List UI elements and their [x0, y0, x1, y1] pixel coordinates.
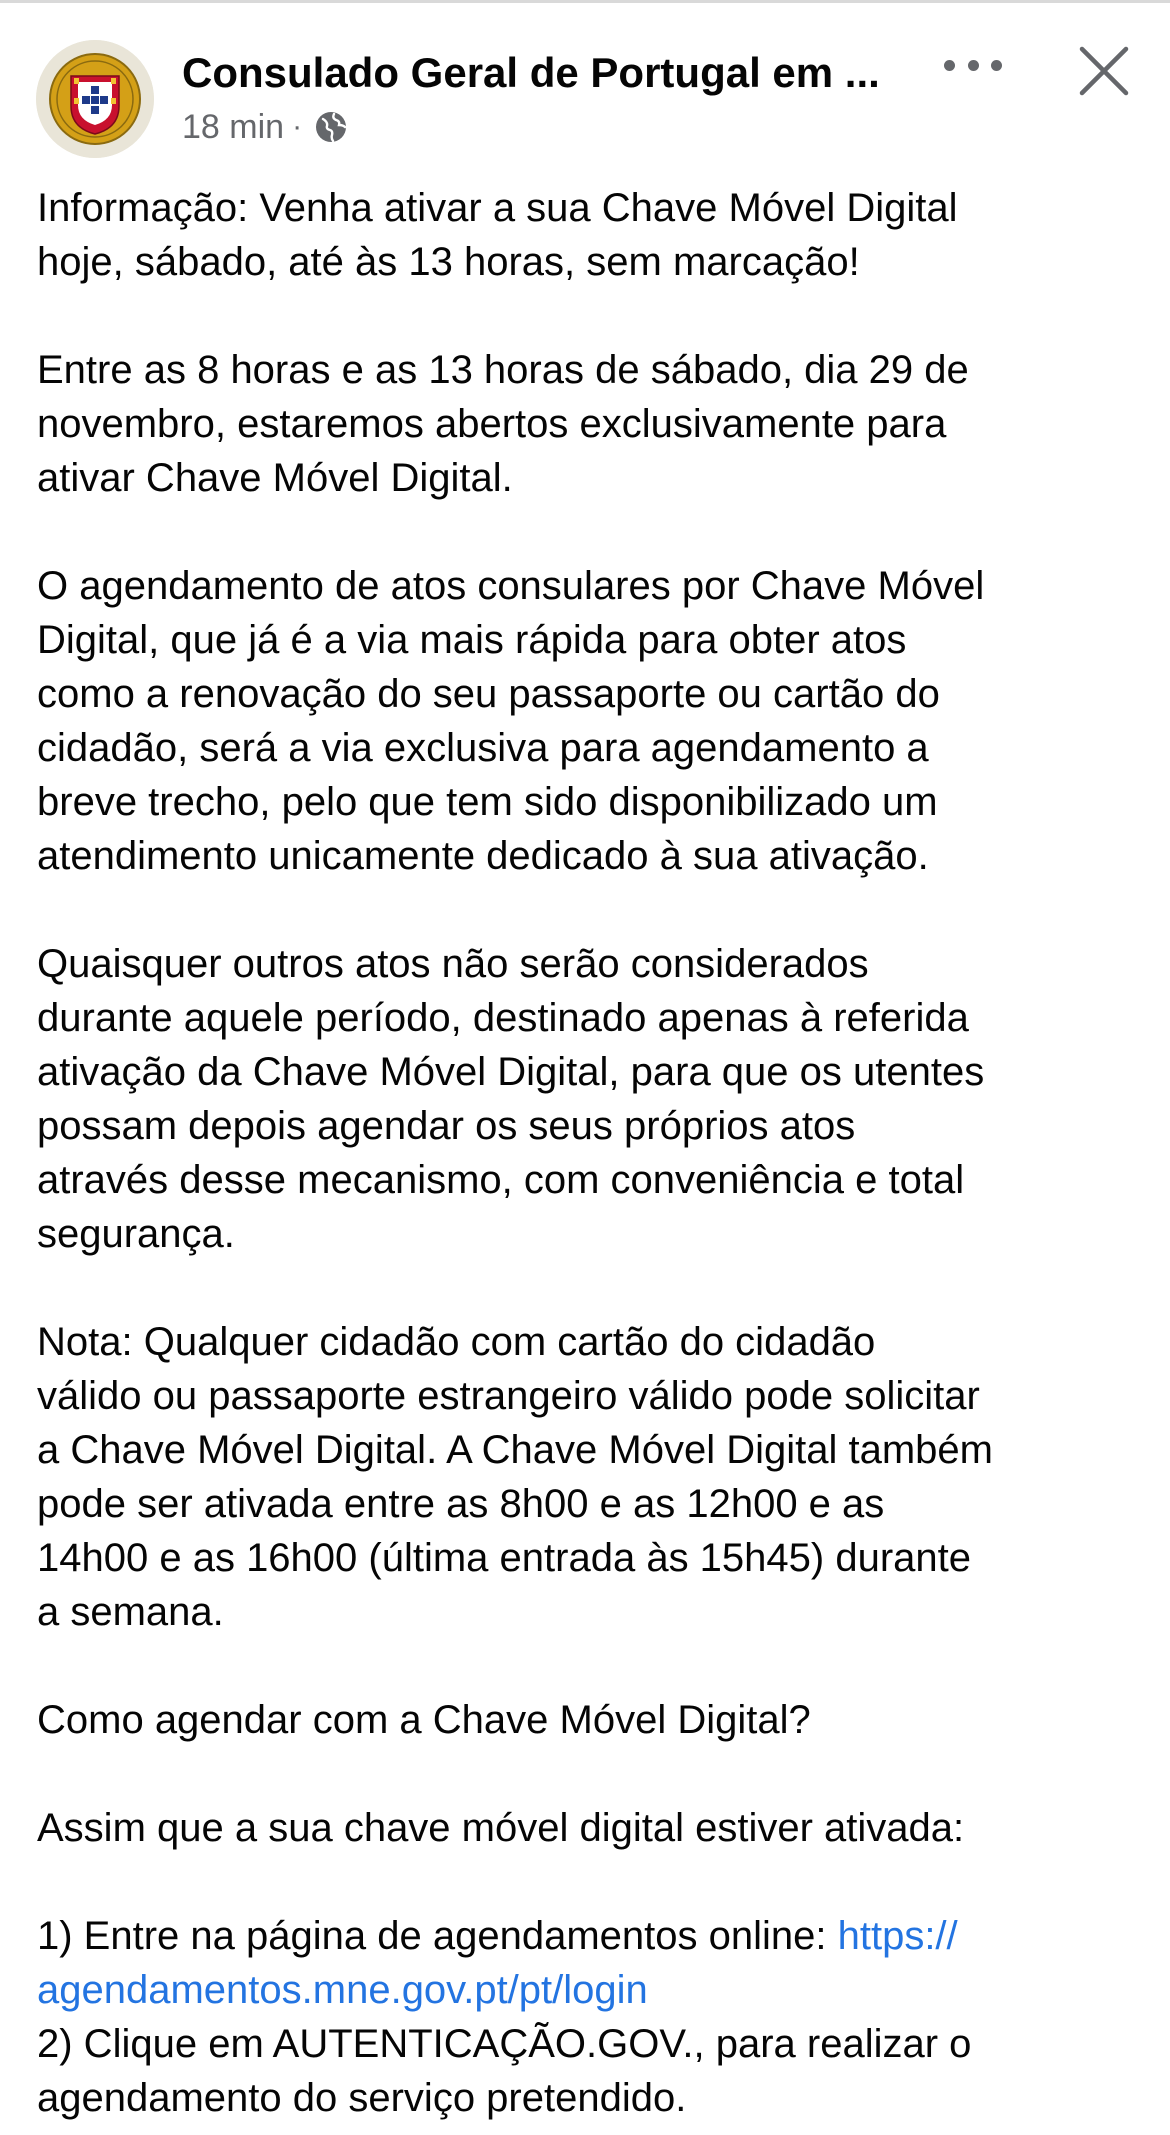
paragraph-other-acts: Quaisquer outros atos não serão considerados durante aquele período, destinado apenas à referida ativação da Chave Móvel Digital, para que os utentes possam depois agendar os seus próprios atos através desse mecanismo, com conveniência e total segurança. — [37, 942, 985, 1256]
page-avatar[interactable] — [36, 40, 154, 158]
paragraph-once-activated: Assim que a sua chave móvel digital estiver ativada: — [37, 1806, 965, 1850]
post-meta — [182, 105, 348, 149]
more-dot-icon — [944, 60, 955, 71]
paragraph-note: Nota: Qualquer cidadão com cartão do cidadão válido ou passaporte estrangeiro válido pode solicitar a Chave Móvel Digital. A Chave Móvel Digital também pode ser ativada entre as 8h00 e as 12h00 e as 14h00 e as 16h00 (última entrada às 15h45) durante a semana. — [37, 1320, 993, 1634]
paragraph-scheduling-info: O agendamento de atos consulares por Chave Móvel Digital, que já é a via mais rápida para obter atos como a renovação do seu passaporte ou cartão do cidadão, será a via exclusiva para agendamento a breve trecho, pelo que tem sido disponibilizado um atendimento unicamente dedicado à sua ativação. — [37, 564, 985, 878]
step-1 — [37, 1909, 1137, 2017]
close-icon[interactable] — [1076, 43, 1132, 99]
globe-icon — [314, 110, 348, 144]
more-options-button[interactable] — [944, 45, 1002, 85]
post-text — [37, 181, 1137, 2125]
meta-separator: · — [292, 110, 303, 143]
post-time[interactable]: 18 min — [182, 107, 285, 146]
agendamentos-link[interactable]: https:// agendamentos.mne.gov.pt/pt/login — [37, 1914, 958, 2012]
more-dot-icon — [968, 60, 979, 71]
paragraph-schedule: Entre as 8 horas e as 13 horas de sábado, dia 29 de novembro, estaremos abertos exclusivamente para ativar Chave Móvel Digital. — [37, 348, 969, 500]
page-name[interactable]: Consulado Geral de Portugal em ... — [182, 49, 880, 96]
portugal-crest-icon — [36, 40, 154, 158]
step-1-text: 1) Entre na página de agendamentos online: — [37, 1914, 838, 1958]
post-header — [0, 3, 1170, 163]
paragraph-intro: Informação: Venha ativar a sua Chave Móvel Digital hoje, sábado, até às 13 horas, sem marcação! — [37, 186, 958, 284]
paragraph-how-to: Como agendar com a Chave Móvel Digital? — [37, 1698, 811, 1742]
more-dot-icon — [991, 60, 1002, 71]
step-2: 2) Clique em AUTENTICAÇÃO.GOV., para realizar o agendamento do serviço pretendido. — [37, 2022, 972, 2120]
